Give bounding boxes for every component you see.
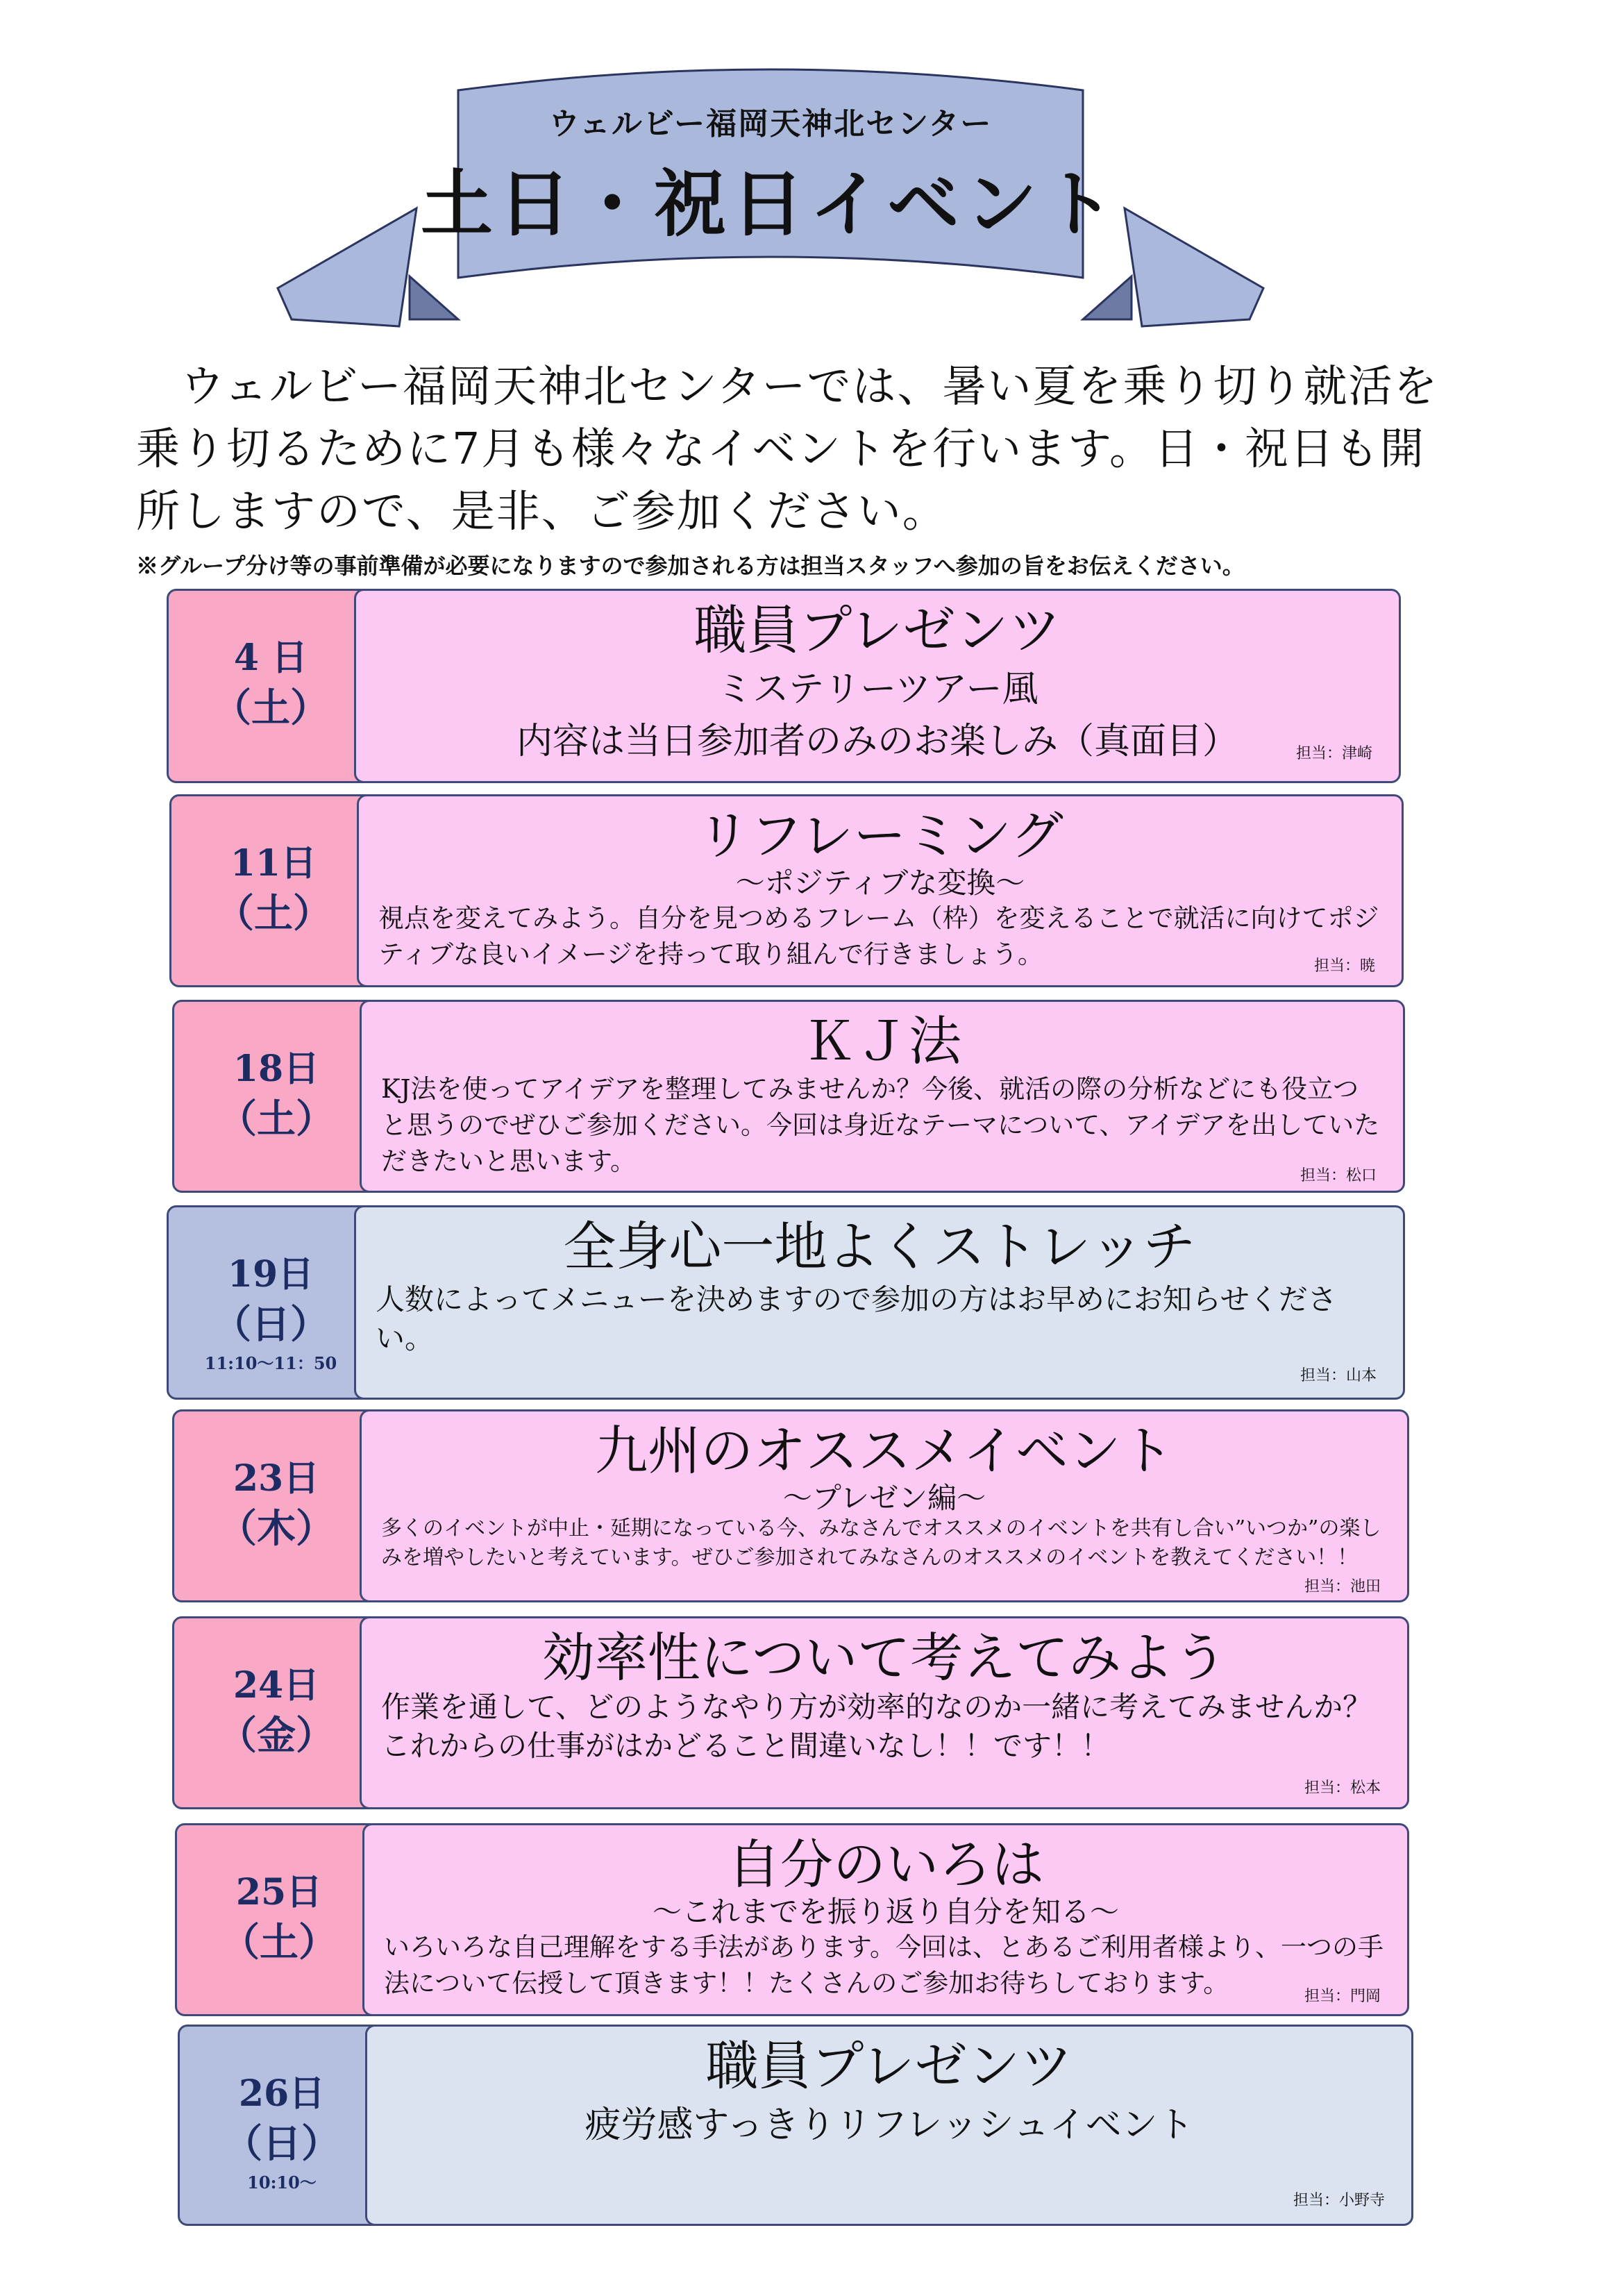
event-content <box>354 589 1401 783</box>
event-subtitle: ～これまでを振り返り自分を知る～ <box>652 1895 1119 1929</box>
event-description: 視点を変えてみよう。自分を見つめるフレーム（枠）を変えることで就活に向けてポジティブな良いイメージを持って取り組んで行きましょう。 <box>378 903 1379 969</box>
event-date: 23日 <box>233 1457 320 1500</box>
event-content <box>354 1205 1405 1400</box>
event-staff: 担当：松口 <box>1300 1167 1377 1184</box>
event-description-2: これからの仕事がはかどること間違いなし！！です！！ <box>381 1729 1111 1763</box>
event-date: 4 日 <box>233 637 308 679</box>
event-card <box>175 1823 1409 2016</box>
event-weekday: （木） <box>218 1506 335 1552</box>
event-card <box>172 1616 1409 1809</box>
event-description: いろいろな自己理解をする手法があります。今回は、とあるご利用者様より、一つの手法について伝授して頂きます！！たくさんのご参加お待ちしております。 <box>384 1932 1384 1998</box>
event-content <box>357 794 1404 987</box>
event-card <box>169 794 1404 987</box>
event-card <box>167 589 1401 783</box>
event-staff: 担当：池田 <box>1304 1578 1381 1595</box>
event-date: 25日 <box>235 1871 323 1913</box>
page-title: 土日・祝日イベント <box>420 161 1120 246</box>
event-card <box>178 2025 1413 2226</box>
event-weekday: （日） <box>224 2121 340 2167</box>
intro-paragraph: ウェルビー福岡天神北センターでは、暑い夏を乗り切り就活を乗り切るために7月も様々なイベントを行います。日・祝日も開所しますので、是非、ご参加ください。 <box>136 361 1439 537</box>
event-staff: 担当：津崎 <box>1295 745 1372 762</box>
event-description: 多くのイベントが中止・延期になっている今、みなさんでオススメのイベントを共有し合い”いつか”の楽しみを増やしたいと考えています。ぜひご参加されてみなさんのオススメのイベントを教えてください！！ <box>381 1516 1381 1570</box>
event-content <box>360 1616 1409 1809</box>
event-card <box>167 1205 1405 1400</box>
event-title: 自分のいろは <box>728 1834 1044 1895</box>
event-subtitle: ミステリーツアー風 <box>716 669 1038 710</box>
event-card <box>172 1000 1405 1193</box>
notice-text: ※グループ分け等の事前準備が必要になりますので参加される方は担当スタッフへ参加の旨をお伝えください。 <box>136 553 1245 579</box>
event-date: 26日 <box>238 2072 326 2115</box>
center-name: ウェルビー福岡天神北センター <box>548 106 993 142</box>
event-date-box <box>172 1409 380 1602</box>
event-date-box <box>172 1616 380 1809</box>
event-title: ＫＪ法 <box>803 1010 961 1072</box>
event-title: 職員プレゼンツ <box>693 599 1061 661</box>
event-description: 作業を通して、どのようなやり方が効率的なのか一緒に考えてみませんか？ <box>381 1690 1372 1724</box>
event-description: 人数によってメニューを決めますので参加の方はお早めにお知らせください。 <box>376 1282 1337 1355</box>
event-subtitle: 疲労感すっきりリフレッシュイベント <box>585 2104 1194 2146</box>
event-date-box <box>167 1205 375 1400</box>
event-subtitle-2: 内容は当日参加者のみのお楽しみ（真面目） <box>516 721 1238 762</box>
event-staff: 担当：暁 <box>1313 957 1375 975</box>
event-description: KJ法を使ってアイデアを整理してみませんか？今後、就活の際の分析などにも役立つと思うのでぜひご参加ください。今回は身近なテーマについて、アイデアを出していただきたいと思います。 <box>381 1074 1380 1176</box>
event-title: 全身心一地よくストレッチ <box>563 1216 1196 1277</box>
event-title: 職員プレゼンツ <box>705 2035 1073 2097</box>
event-content <box>362 1823 1409 2016</box>
event-title: 九州のオススメイベント <box>595 1420 1174 1482</box>
event-weekday: （土） <box>218 1096 335 1142</box>
event-weekday: （土） <box>212 685 329 731</box>
event-title: 効率性について考えてみよう <box>541 1627 1227 1689</box>
event-date: 19日 <box>227 1253 314 1296</box>
event-content <box>360 1000 1405 1193</box>
event-date-box <box>167 589 375 783</box>
event-date-box <box>175 1823 383 2016</box>
event-staff: 担当：山本 <box>1300 1367 1377 1384</box>
event-weekday: （日） <box>212 1302 329 1348</box>
event-card <box>172 1409 1409 1602</box>
event-staff: 担当：松本 <box>1304 1779 1381 1797</box>
event-date-box <box>178 2025 386 2226</box>
event-staff: 担当：門岡 <box>1304 1988 1381 2005</box>
event-time: 10:10～ <box>247 2172 317 2193</box>
header-banner <box>264 49 1277 340</box>
event-date-box <box>169 794 378 987</box>
event-subtitle: ～ポジティブな変換～ <box>735 866 1025 900</box>
event-weekday: （土） <box>215 891 332 937</box>
event-time: 11:10～11：50 <box>204 1353 337 1373</box>
event-date: 24日 <box>233 1664 320 1707</box>
event-staff: 担当：小野寺 <box>1293 2192 1385 2209</box>
event-content <box>365 2025 1413 2226</box>
event-content <box>360 1409 1409 1602</box>
event-date: 18日 <box>233 1048 320 1090</box>
event-title: リフレーミング <box>697 805 1063 866</box>
event-subtitle: ～プレゼン編～ <box>782 1481 986 1515</box>
event-date: 11日 <box>230 842 317 885</box>
event-weekday: （金） <box>218 1713 335 1759</box>
event-date-box <box>172 1000 380 1193</box>
event-weekday: （土） <box>221 1920 337 1966</box>
